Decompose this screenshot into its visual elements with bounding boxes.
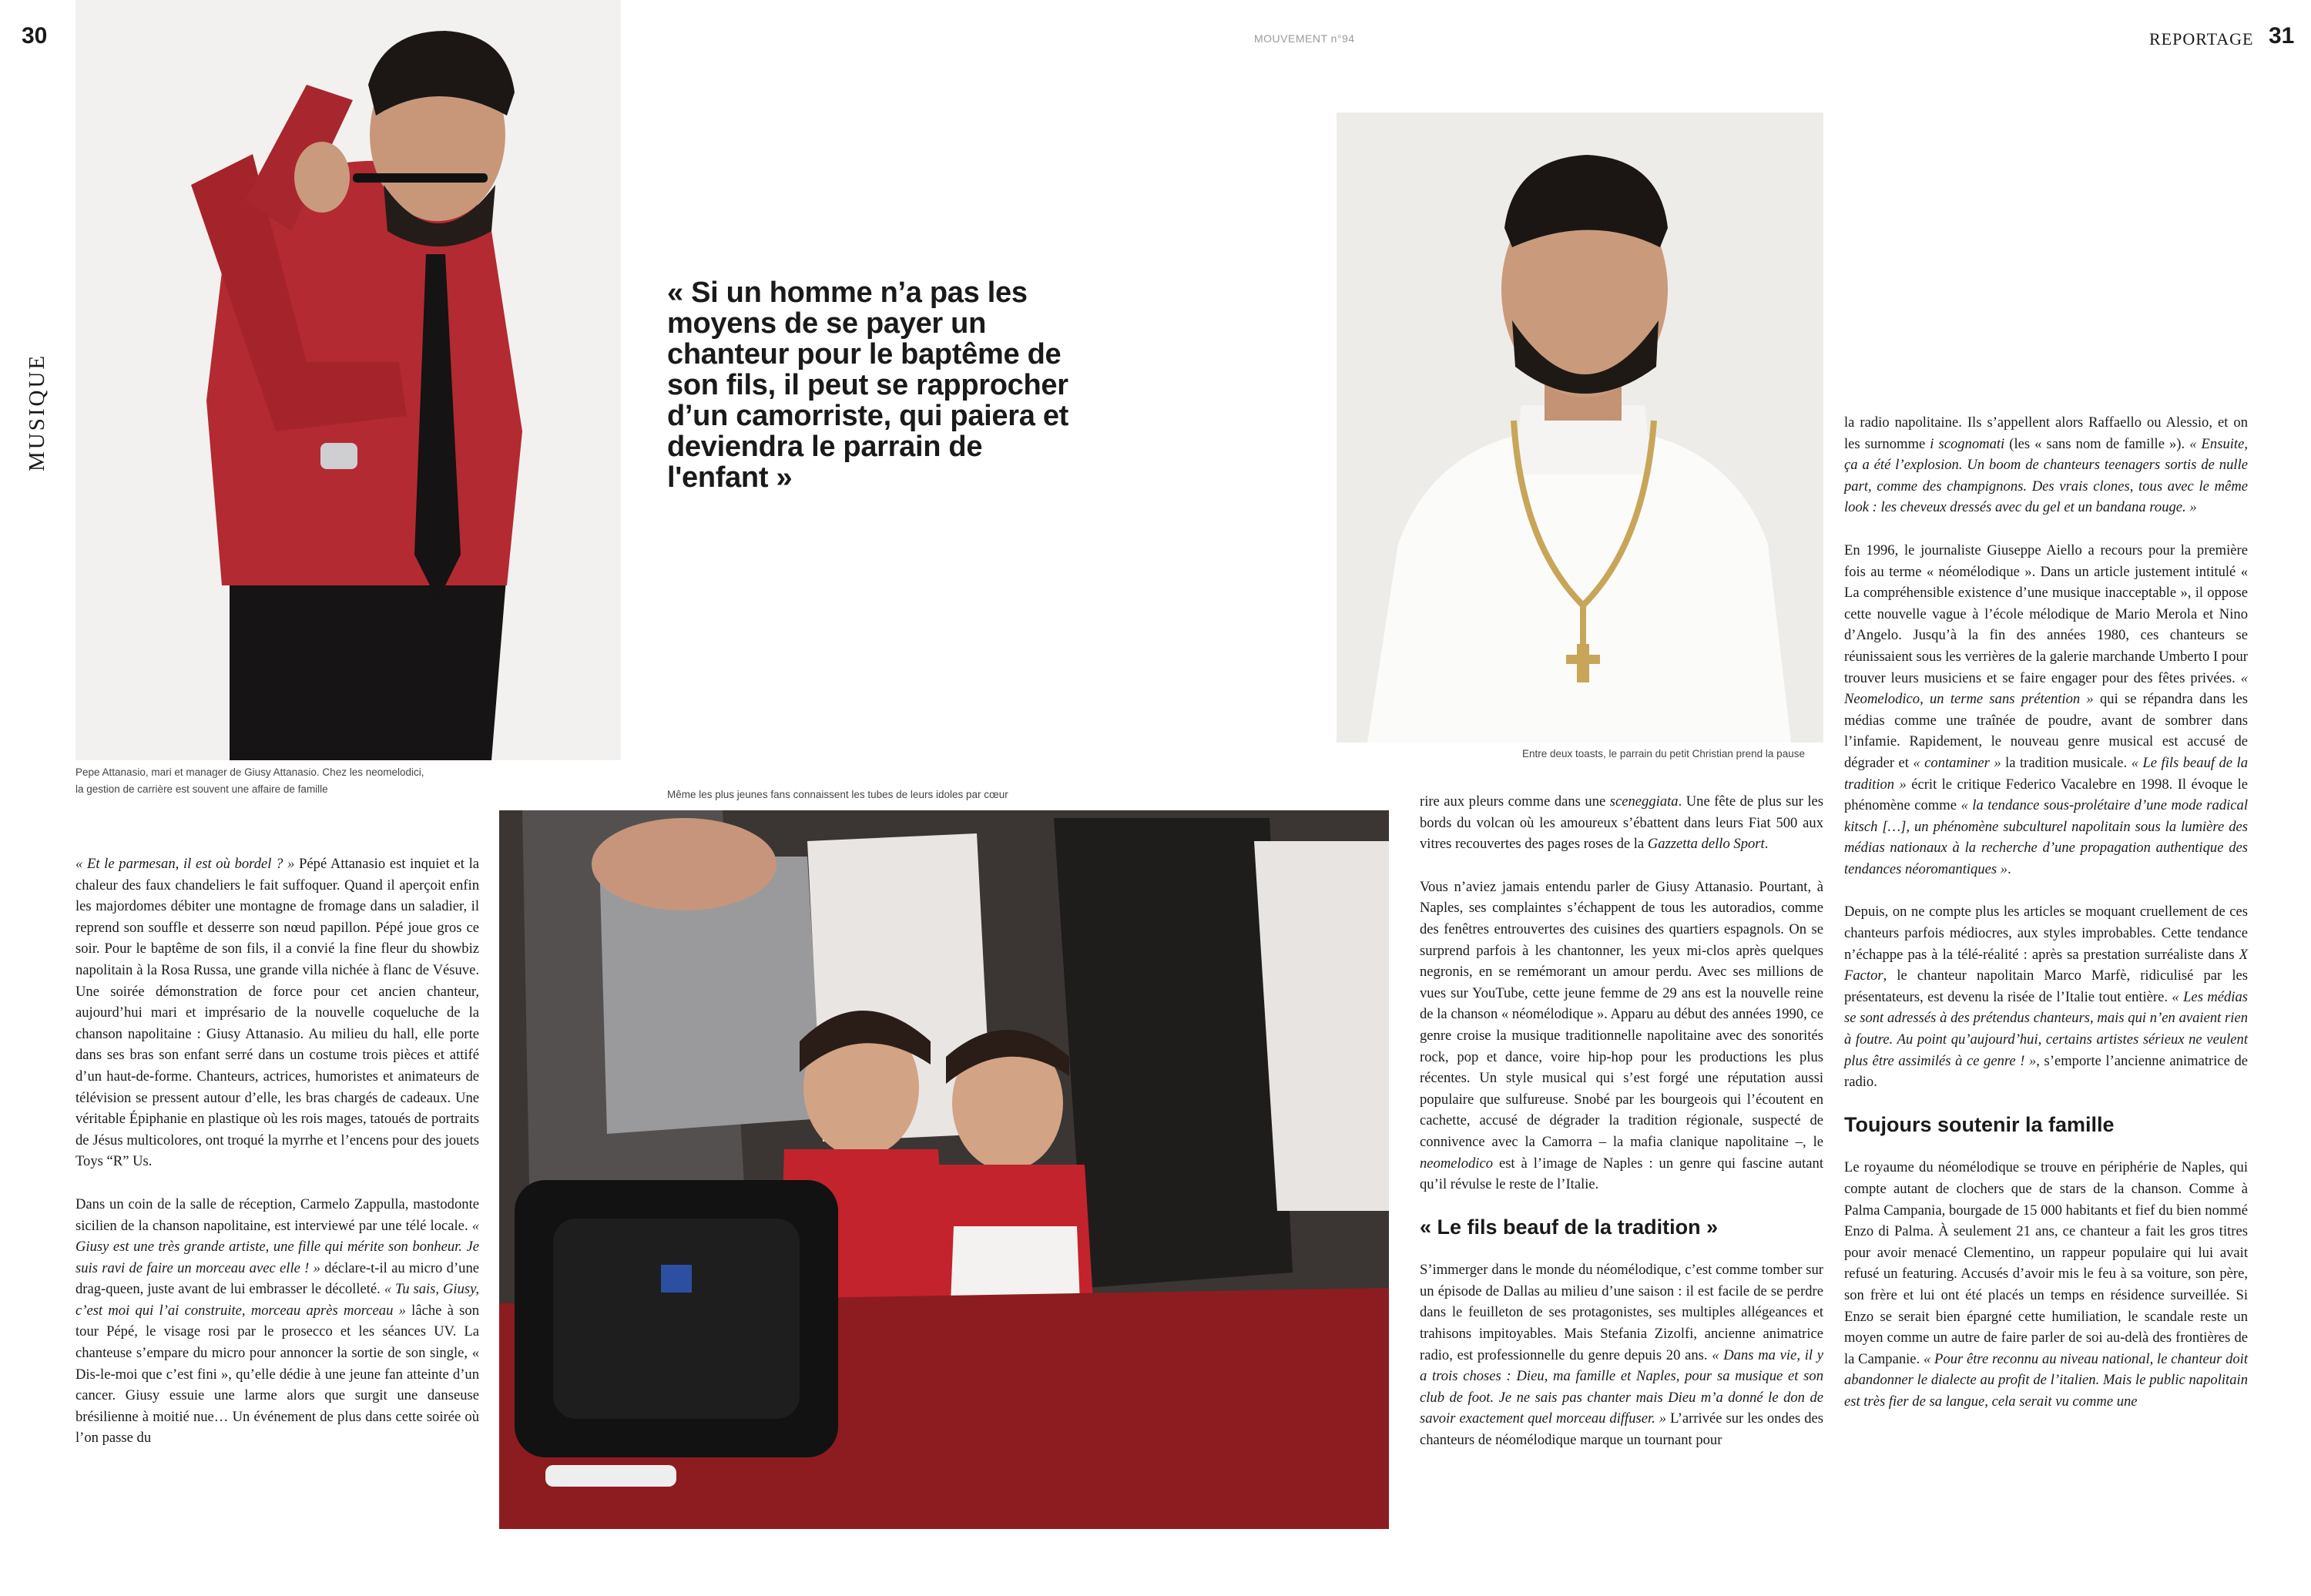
col3-p4-run: « Pour être reconnu au niveau national, le chanteur doit abandonner le dialecte au profit de l’italien. Mais le public napolitain est très fier de sa langue, cela serait vu comme une bbox=[1844, 1350, 2248, 1410]
section-label-vertical: MUSIQUE bbox=[25, 353, 49, 471]
col3-p2-run: écrit le critique Federico Vacalebre en 1998. Il évoque le phénomène comme bbox=[1844, 776, 2248, 814]
col3-p1-run: la radio napolitaine. Ils s’appellent alors Raffaello ou Alessio, et on les surnomme bbox=[1844, 414, 2248, 452]
col3-p3-run: , le chanteur napolitain Marco Marfè, ridiculisé par les présentateurs, est devenu la risée de l’Italie tout entière. bbox=[1844, 967, 2248, 1005]
subheading-fils-beauf: « Le fils beauf de la tradition » bbox=[1420, 1215, 1719, 1239]
text-column-2 bbox=[1420, 791, 1823, 1451]
col3-p1-run: « Ensuite, ça a été l’explosion. Un boom de chanteurs teenagers sortis de nulle part, comme des champignons. Des vrais clones, tous avec le même look : les cheveux dressés avec du gel et un bandana rouge. » bbox=[1844, 435, 2248, 516]
col2-paragraph-1 bbox=[1420, 791, 1823, 855]
col3-paragraph-2 bbox=[1844, 540, 2248, 880]
col3-paragraph-1 bbox=[1844, 412, 2248, 518]
subheading-soutenir-famille: Toujours soutenir la famille bbox=[1844, 1112, 2115, 1136]
col2-p3-run: L’arrivée sur les ondes des chanteurs de néomélodique marque un tournant pour bbox=[1420, 1410, 1823, 1449]
col3-p4-run: Le royaume du néomélodique se trouve en périphérie de Naples, qui compte autant de clochers que de stars de la chanson. Comme à Palma Campania, bourgade de 15 000 habitants et fief du bien nommé Enzo di Palma. À seulement 21 ans, ce chanteur a fait les gros titres pour avoir menacé Clementino, un rappeur populaire qui lui avait refusé un featuring. Accusés d’avoir mis le feu à sa voiture, son père, son frère et lui ont été placés un temps en résidence surveillée. Si Enzo se serait bien épargné cette humiliation, le scandale reste un moyen comme un autre de faire parler de soi au-delà des frontières de la Campanie. bbox=[1844, 1159, 2248, 1367]
col3-p2-run: « contaminer » bbox=[1913, 754, 2001, 771]
col2-p1-run: rire aux pleurs comme dans une bbox=[1420, 793, 1610, 810]
col2-p2-run: neomelodico bbox=[1420, 1155, 1494, 1172]
col2-p2-run: Vous n’aviez jamais entendu parler de Giusy Attanasio. Pourtant, à Naples, ses complaintes s’échappent de tous les autoradios, comme des fenêtres entrouvertes des cuisines des quartiers espagnols. On se surprend parfois à les chantonner, les yeux mi-clos après quelques negronis, en se remémorant un amour perdu. Avec ses millions de vues sur YouTube, cette jeune femme de 29 ans est la nouvelle reine de la chanson « néomélodique ». Apparu au début des années 1990, ce genre croise la musique traditionnelle napolitaine avec des sonorités rock, pop et dance, voire hip-hop pour les productions les plus récentes. Un style musical qui s’est forgé une réputation aussi populaire que sulfureuse. Snobé par les bourgeois qui l’écoutent en cachette, accusé de dégrader la tradition régionale, suspecté de connivence avec la Camorra – la mafia clanique napolitaine –, le bbox=[1420, 878, 1823, 1150]
col3-p2-run: . bbox=[2007, 860, 2011, 877]
col1-p1-run: « Et le parmesan, il est où bordel ? » bbox=[75, 856, 295, 872]
photo-young-fans bbox=[499, 810, 1389, 1529]
col1-p2-run: « Giusy est une très grande artiste, une fille qui mérite son bonheur. Je suis ravi de faire un morceau avec elle ! » bbox=[75, 1217, 479, 1276]
col1-p2-run: lâche à son tour Pépé, le visage rosi par le prosecco et les séances UV. La chanteuse s’empare du micro pour annoncer la sortie de son single, « Dis-le-moi que c’est fini », qu’elle dédie à une jeune fan atteinte d’un cancer. Giusy essuie une larme alors que surgit une danseuse brésilienne à moitié nue… Un événement de plus dans cette soirée où l’on passe du bbox=[75, 1302, 479, 1447]
caption-pepe-line-2: la gestion de carrière est souvent une affaire de famille bbox=[75, 783, 328, 795]
col3-p2-run: En 1996, le journaliste Giuseppe Aiello a recours pour la première fois au terme « néomélodique ». Dans un article justement intitulé « La compréhensible existence d’une musique inacceptable », il oppose cette nouvelle vague à l’école mélodique de Mario Merola et Nino d’Angelo. Jusqu’à la fin des années 1980, ces chanteurs se réunissaient sous les verrières de la galerie marchande Umberto I pour trouver leurs musiciens et se faire engager pour des fêtes privées. bbox=[1844, 542, 2248, 686]
col2-p1-run: sceneggiata bbox=[1609, 793, 1679, 810]
col3-p1-run: i scognomati bbox=[1930, 435, 2005, 452]
col2-p3-run: S’immerger dans le monde du néomélodique, c’est comme tomber sur un épisode de Dallas au milieu d’une saison : il est facile de se perdre dans le feuilleton de ses protagonistes, ses multiples allégeances et trahisons impitoyables. Mais Stefania Zizolfi, ancienne animatrice radio, est professionnelle du genre depuis 20 ans. bbox=[1420, 1262, 1823, 1363]
col3-paragraph-3 bbox=[1844, 901, 2248, 1092]
col3-paragraph-4 bbox=[1844, 1157, 2248, 1412]
right-page-number: 31 bbox=[2269, 23, 2295, 49]
text-column-3 bbox=[1844, 412, 2248, 1413]
col1-paragraph-1 bbox=[75, 853, 479, 1172]
photo-pepe-attanasio bbox=[75, 0, 621, 760]
col3-p1-run: (les « sans nom de famille »). bbox=[2004, 435, 2190, 452]
col2-p2-run: est à l’image de Naples : un genre qui fascine autant qu’il révulse le reste de l’Italie. bbox=[1420, 1155, 1823, 1193]
col3-p3-run: X Factor bbox=[1844, 946, 2248, 984]
col3-p3-run: , s’emporte l’ancienne animatrice de radio. bbox=[1844, 1052, 2248, 1091]
col3-p2-run: « Neomelodico, un terme sans prétention » bbox=[1844, 669, 2248, 708]
col2-p1-run: . Une fête de plus sur les bords du volcan où les amoureux s’ébattent dans leurs Fiat 500 aux vitres recouvertes des pages roses de la bbox=[1420, 793, 1823, 853]
col1-p2-run: déclare-t-il au micro d’une drag-queen, juste avant de lui embrasser le décolleté. bbox=[75, 1259, 479, 1298]
col2-p3-run: « Dans ma vie, il y a trois choses : Dieu, ma famille et Naples, pour sa musique et son club de foot. Je ne sais pas chanter mais Dieu m’a donné le don de savoir exactement quel morceau diffuser. » bbox=[1420, 1346, 1823, 1427]
col3-p3-run: « Les médias se sont adressés à des prétendus chanteurs, mais qui n’en avaient rien à foutre. Au point qu’aujourd’hui, certains artistes sérieux ne veulent plus être assimilés à ce genre ! » bbox=[1844, 988, 2248, 1069]
text-column-1 bbox=[75, 853, 479, 1449]
caption-pepe-line-1: Pepe Attanasio, mari et manager de Giusy Attanasio. Chez les neomelodici, bbox=[75, 766, 424, 778]
col1-paragraph-2 bbox=[75, 1194, 479, 1449]
col2-paragraph-2 bbox=[1420, 877, 1823, 1195]
col1-p2-run: Dans un coin de la salle de réception, Carmelo Zappulla, mastodonte sicilien de la chanson napolitaine, est interviewé par une télé locale. bbox=[75, 1195, 479, 1234]
col1-p1-run: Pépé Attanasio est inquiet et la chaleur des faux chandeliers le fait suffoquer. Quand il aperçoit enfin les majordomes débiter une montagne de fromage dans un saladier, il reprend son souffle et desserre son nœud papillon. Pépé joue gros ce soir. Pour le baptême de son fils, il a convié la fine fleur du showbiz napolitain à la Rosa Russa, une grande villa nichée à flanc de Vésuve. Une soirée démonstration de force pour cet ancien chanteur, aujourd’hui mari et imprésario de la nouvelle coqueluche de la chanson napolitaine : Giusy Attanasio. Au milieu du hall, elle porte dans ses bras son enfant serré dans un costume trois pièces et attifé d’un haut-de-forme. Chanteurs, actrices, humoristes et animateurs de télévision se pressent autour d’elle, les bras chargés de cadeaux. Une véritable Épiphanie en plastique où les rois mages, tatoués de portraits de Jésus multicolores, ont troqué la myrrhe et l’encens pour des jouets Toys “R” Us. bbox=[75, 856, 480, 1170]
col2-paragraph-3 bbox=[1420, 1259, 1823, 1450]
col3-p2-run: « la tendance sous-prolétaire d’une mode radical kitsch […], un phénomène subculturel napolitain sous la lumière des médias nationaux à la recherche d’une propagation authentique des tendances néoromantiques » bbox=[1844, 797, 2248, 877]
col1-p2-run: « Tu sais, Giusy, c’est moi qui l’ai construite, morceau après morceau » bbox=[75, 1281, 479, 1319]
caption-pepe bbox=[75, 764, 424, 798]
pull-quote: « Si un homme n’a pas les moyens de se payer un chanteur pour le baptême de son fils, il peut se rapprocher d’un camorriste, qui paiera et deviendra le parrain de l'enfant » bbox=[667, 277, 1069, 494]
col3-p3-run: Depuis, on ne compte plus les articles se moquant cruellement de ces chanteurs parfois médiocres, aux styles improbables. Cette tendance n’échappe pas à la télé-réalité : après sa prestation surréaliste dans bbox=[1844, 904, 2248, 963]
col3-p2-run: qui se répandra dans les médias comme une traînée de poudre, avant de sombrer dans l’infamie. Rapidement, le nouveau genre musical est accusé de dégrader et bbox=[1844, 691, 2249, 771]
right-section-label: REPORTAGE bbox=[2149, 29, 2254, 49]
col2-p1-run: Gazzetta dello Sport bbox=[1647, 836, 1765, 853]
col3-p2-run: « Le fils beauf de la tradition » bbox=[1844, 754, 2248, 793]
left-page-number: 30 bbox=[22, 23, 48, 49]
col3-p2-run: la tradition musicale. bbox=[2001, 754, 2132, 771]
col2-p1-run: . bbox=[1764, 836, 1769, 853]
caption-kids: Même les plus jeunes fans connaissent les tubes de leurs idoles par cœur bbox=[667, 789, 1008, 800]
running-header: MOUVEMENT n°94 bbox=[1254, 32, 1355, 45]
caption-godfather: Entre deux toasts, le parrain du petit Christian prend la pause bbox=[1522, 748, 1805, 759]
photo-godfather bbox=[1337, 112, 1823, 743]
